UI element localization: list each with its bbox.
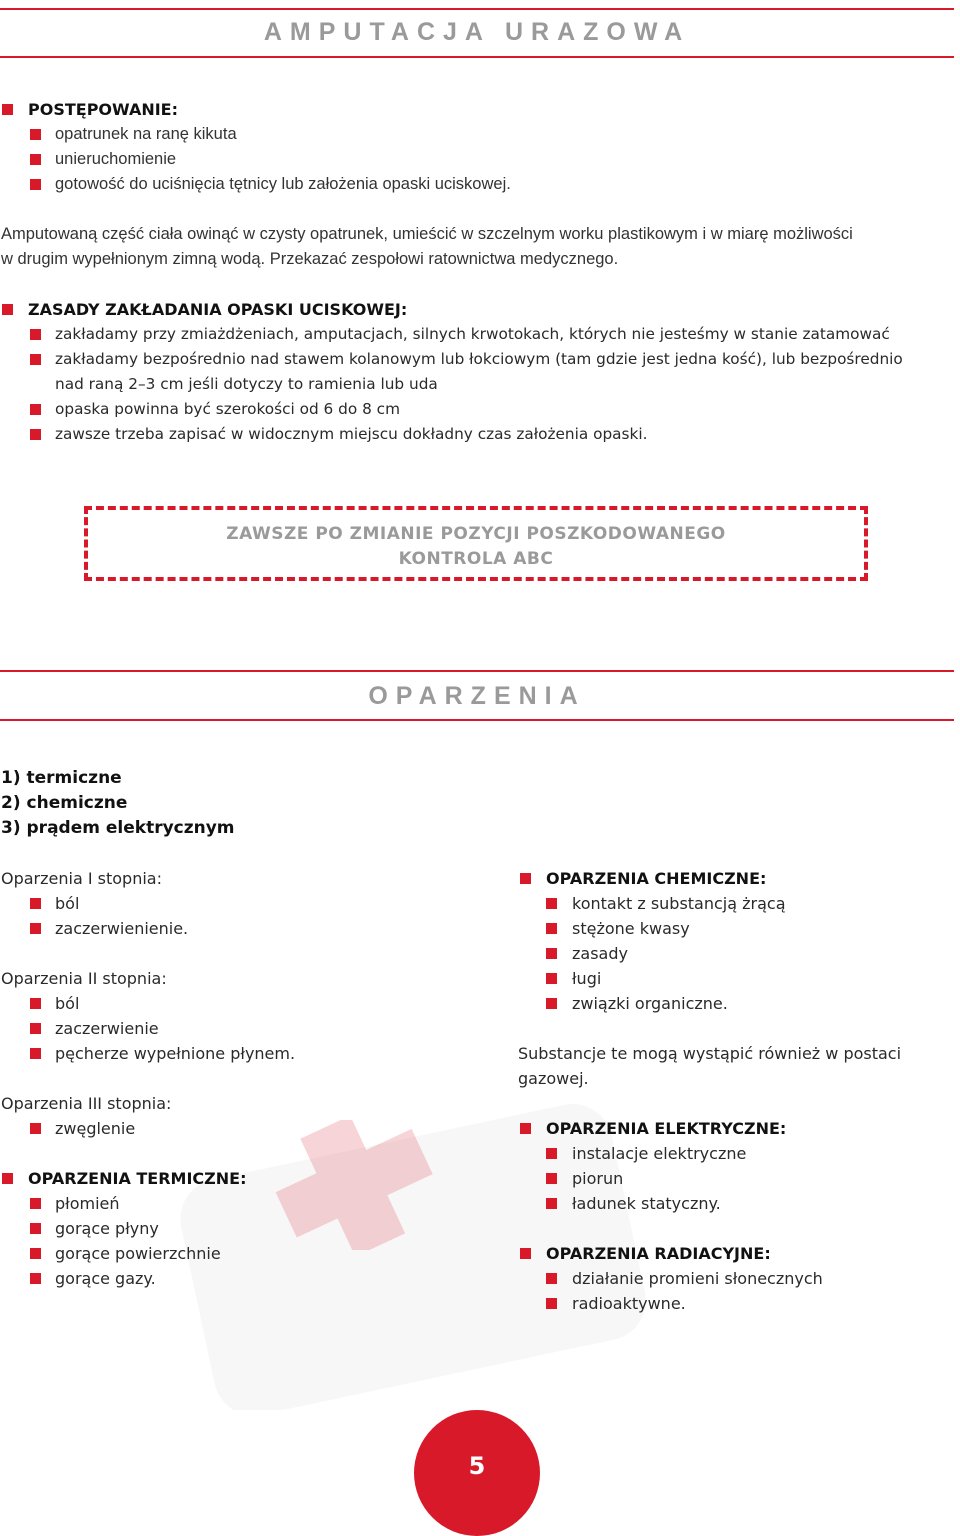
- bullet-square: [2, 304, 13, 315]
- bullet-square: [30, 923, 41, 934]
- burns-rule-bottom: [0, 719, 954, 721]
- abc-notice-line1: ZAWSZE PO ZMIANIE POZYCJI POSZKODOWANEGO: [226, 524, 726, 544]
- tourniquet-item: zakładamy przy zmiażdżeniach, amputacjach, silnych krwotokach, których nie jesteśmy w stanie zatamować: [55, 325, 890, 343]
- thermal-item: gorące powierzchnie: [55, 1244, 221, 1263]
- top-rule-bottom: [0, 56, 954, 58]
- tourniquet-item: zakładamy bezpośrednio nad stawem kolanowym lub łokciowym (tam gdzie jest jedna kość), lub bezpośrednio: [55, 350, 903, 368]
- degree3-item: zwęglenie: [55, 1119, 136, 1138]
- bullet-square: [30, 1248, 41, 1259]
- bullet-square: [30, 354, 41, 365]
- bullet-square: [30, 998, 41, 1009]
- electric-heading: OPARZENIA ELEKTRYCZNE:: [546, 1119, 787, 1138]
- bullet-square: [546, 998, 557, 1009]
- chemical-item: związki organiczne.: [572, 994, 728, 1013]
- bullet-square: [30, 404, 41, 415]
- procedure-item: gotowość do uciśnięcia tętnicy lub założenia opaski uciskowej.: [55, 175, 511, 193]
- chemical-item: kontakt z substancją żrącą: [572, 894, 786, 913]
- burn-type: 3) prądem elektrycznym: [1, 818, 235, 838]
- degree2-item: pęcherze wypełnione płynem.: [55, 1044, 296, 1063]
- bullet-square: [546, 898, 557, 909]
- tourniquet-item-continued: nad raną 2–3 cm jeśli dotyczy to ramienia lub uda: [55, 375, 438, 393]
- electric-item: instalacje elektryczne: [572, 1144, 747, 1163]
- degree2-item: ból: [55, 994, 80, 1013]
- top-rule: [0, 8, 954, 10]
- bullet-square: [546, 1298, 557, 1309]
- bullet-square: [546, 973, 557, 984]
- bullet-square: [520, 873, 531, 884]
- bullet-square: [546, 948, 557, 959]
- red-cross-watermark: [270, 1120, 440, 1250]
- radiation-heading: OPARZENIA RADIACYJNE:: [546, 1244, 771, 1263]
- burns-rule-top: [0, 670, 954, 672]
- chemical-note-line1: Substancje te mogą wystąpić również w postaci: [518, 1044, 902, 1063]
- bullet-square: [30, 429, 41, 440]
- tourniquet-item: opaska powinna być szerokości od 6 do 8 cm: [55, 400, 400, 418]
- abc-notice-line2: KONTROLA ABC: [398, 549, 554, 569]
- bullet-square: [546, 1173, 557, 1184]
- bullet-square: [30, 1048, 41, 1059]
- radiation-item: działanie promieni słonecznych: [572, 1269, 823, 1288]
- chemical-heading: OPARZENIA CHEMICZNE:: [546, 869, 767, 888]
- degree2-heading: Oparzenia II stopnia:: [1, 969, 167, 988]
- bullet-square: [30, 898, 41, 909]
- bullet-square: [30, 154, 41, 165]
- burns-title: OPARZENIA: [368, 682, 586, 710]
- degree2-item: zaczerwienie: [55, 1019, 159, 1038]
- thermal-heading: OPARZENIA TERMICZNE:: [28, 1169, 247, 1188]
- bullet-square: [546, 923, 557, 934]
- thermal-item: gorące gazy.: [55, 1269, 156, 1288]
- procedure-item: unieruchomienie: [55, 150, 177, 168]
- radiation-item: radioaktywne.: [572, 1294, 686, 1313]
- bullet-square: [546, 1273, 557, 1284]
- amputation-paragraph-line1: Amputowaną część ciała owinąć w czysty opatrunek, umieścić w szczelnym worku plastikowym i w miarę możliwości: [1, 225, 853, 243]
- tourniquet-item: zawsze trzeba zapisać w widocznym miejscu dokładny czas założenia opaski.: [55, 425, 648, 443]
- degree1-item: ból: [55, 894, 80, 913]
- chemical-note-line2: gazowej.: [518, 1069, 589, 1088]
- bullet-square: [520, 1123, 531, 1134]
- bullet-square: [30, 1198, 41, 1209]
- amputation-title: AMPUTACJA URAZOWA: [263, 18, 691, 46]
- bullet-square: [520, 1248, 531, 1259]
- procedure-item: opatrunek na ranę kikuta: [55, 125, 237, 143]
- bullet-square: [30, 329, 41, 340]
- thermal-item: płomień: [55, 1194, 120, 1213]
- bullet-square: [30, 1273, 41, 1284]
- procedure-heading: POSTĘPOWANIE:: [28, 100, 179, 119]
- thermal-item: gorące płyny: [55, 1219, 159, 1238]
- chemical-item: stężone kwasy: [572, 919, 690, 938]
- electric-item: piorun: [572, 1169, 624, 1188]
- bullet-square: [2, 1173, 13, 1184]
- bullet-square: [546, 1148, 557, 1159]
- chemical-item: ługi: [572, 969, 602, 988]
- degree3-heading: Oparzenia III stopnia:: [1, 1094, 172, 1113]
- burn-type: 2) chemiczne: [1, 793, 128, 813]
- degree1-heading: Oparzenia I stopnia:: [1, 869, 162, 888]
- degree1-item: zaczerwienienie.: [55, 919, 189, 938]
- bullet-square: [30, 179, 41, 190]
- bullet-square: [30, 1123, 41, 1134]
- bullet-square: [30, 1223, 41, 1234]
- chemical-item: zasady: [572, 944, 628, 963]
- bullet-square: [2, 104, 13, 115]
- bullet-square: [30, 129, 41, 140]
- amputation-paragraph-line2: w drugim wypełnionym zimną wodą. Przekazać zespołowi ratownictwa medycznego.: [1, 250, 619, 268]
- burn-type: 1) termiczne: [1, 768, 122, 788]
- electric-item: ładunek statyczny.: [572, 1194, 721, 1213]
- bullet-square: [30, 1023, 41, 1034]
- tourniquet-heading: ZASADY ZAKŁADANIA OPASKI UCISKOWEJ:: [28, 300, 408, 319]
- bullet-square: [546, 1198, 557, 1209]
- page-number: 5: [468, 1452, 486, 1480]
